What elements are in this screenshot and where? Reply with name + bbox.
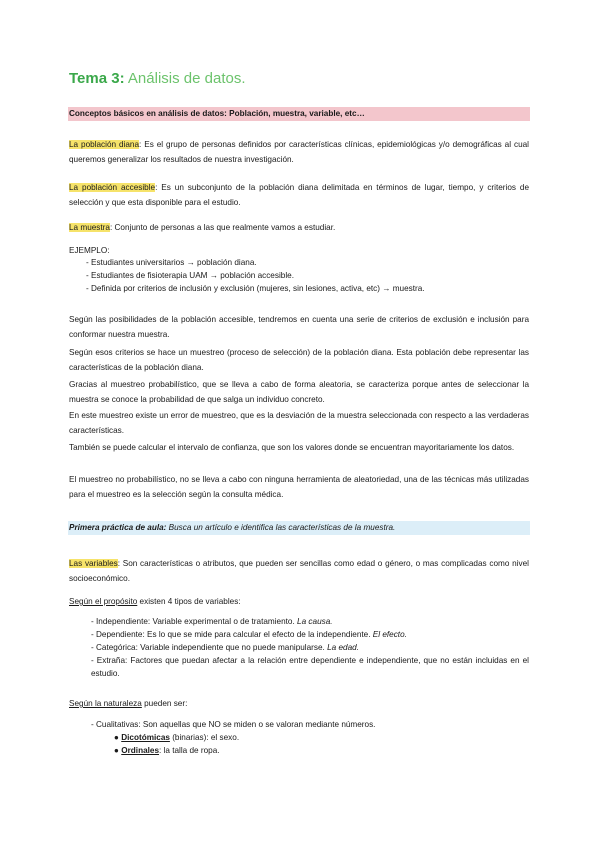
subitem-term: Ordinales bbox=[121, 746, 160, 755]
practice-label: Primera práctica de aula: bbox=[69, 523, 167, 532]
paragraph: Gracias al muestreo probabilístico, que se lleva a cabo de forma aleatoria, se caracteriza porque antes de seleccionar la muestra se conoce la probabilidad de que salga un individuo concreto. bbox=[69, 380, 529, 404]
paragraph: Según las posibilidades de la población accesible, tendremos en cuenta una serie de criterios de exclusión e inclusión para conformar nuestra muestra. bbox=[69, 315, 529, 339]
example-item: - Estudiantes de fisioterapia UAM → población accesible. bbox=[86, 271, 294, 280]
definition-muestra bbox=[69, 221, 529, 236]
heading-underlined: Según el propósito bbox=[69, 597, 138, 606]
definition-poblacion-accesible bbox=[69, 181, 529, 210]
item-text: Cualitativas: Son aquellas que NO se miden o se valoran mediante números. bbox=[96, 720, 376, 729]
list-item: - Categórica: Variable independiente que no puede manipularse. La edad. bbox=[91, 643, 359, 652]
paragraph: También se puede calcular el intervalo de confianza, que son los valores donde se encuentran mayoritariamente los datos. bbox=[69, 443, 515, 452]
title-text: Análisis de datos. bbox=[127, 70, 246, 87]
term-highlight: Las variables bbox=[69, 559, 118, 568]
heading-rest: existen 4 tipos de variables: bbox=[137, 597, 241, 606]
term-highlight: La población diana bbox=[69, 140, 140, 149]
item-italic: La edad. bbox=[327, 643, 359, 652]
bullet-icon: ● bbox=[114, 746, 119, 755]
practice-note bbox=[69, 521, 529, 536]
paragraph: En este muestreo existe un error de muestreo, que es la desviación de la muestra seleccionada con respecto a las verdaderas características. bbox=[69, 411, 529, 435]
title-number: Tema 3: bbox=[69, 70, 125, 87]
definition-text: : Son características o atributos, que pueden ser sencillas como edad o género, o mas complicadas como nivel socioeconómico. bbox=[69, 559, 529, 583]
example-item: - Definida por criterios de inclusión y exclusión (mujeres, sin lesiones, activa, etc) → muestra. bbox=[86, 284, 425, 293]
list-item: - Extraña: Factores que puedan afectar a la relación entre dependiente e independiente, que no están incluidas en el estudio. bbox=[91, 656, 529, 678]
definition-text: : Es un subconjunto de la población diana delimitada en términos de lugar, tiempo, y criterios de selección y que esta disponible para el estudio. bbox=[69, 183, 529, 207]
item-italic: El efecto. bbox=[372, 630, 407, 639]
sub-list-item bbox=[114, 745, 220, 758]
paragraph: Según esos criterios se hace un muestreo (proceso de selección) de la población diana. Esta población debe representar las características de la población diana. bbox=[69, 348, 529, 372]
item-text: Extraña: Factores que puedan afectar a la relación entre dependiente e independiente, que no están incluidas en el estudio. bbox=[91, 656, 529, 678]
item-text: Independiente: Variable experimental o de tratamiento. bbox=[96, 617, 298, 626]
page-title bbox=[69, 70, 246, 87]
list-item: - Cualitativas: Son aquellas que NO se miden o se valoran mediante números. bbox=[91, 720, 376, 729]
example-label: EJEMPLO: bbox=[69, 246, 110, 255]
subitem-term: Dicotómicas bbox=[121, 733, 170, 742]
example-item: - Estudiantes universitarios → población diana. bbox=[86, 258, 257, 267]
definition-variables bbox=[69, 557, 529, 586]
practice-text: Busca un artículo e identifica las características de la muestra. bbox=[166, 523, 396, 532]
naturaleza-heading bbox=[69, 697, 529, 712]
item-text: Categórica: Variable independiente que no puede manipularse. bbox=[96, 643, 328, 652]
definition-poblacion-diana bbox=[69, 138, 529, 167]
term-highlight: La muestra bbox=[69, 223, 110, 232]
subitem-text: : la talla de ropa. bbox=[159, 746, 220, 755]
heading-underlined: Según la naturaleza bbox=[69, 699, 142, 708]
term-highlight: La población accesible bbox=[69, 183, 156, 192]
definition-text: : Conjunto de personas a las que realmente vamos a estudiar. bbox=[109, 223, 336, 232]
bullet-icon: ● bbox=[114, 733, 119, 742]
item-italic: La causa. bbox=[297, 617, 333, 626]
list-item: - Independiente: Variable experimental o de tratamiento. La causa. bbox=[91, 617, 333, 626]
subitem-text: (binarias): el sexo. bbox=[169, 733, 240, 742]
heading-rest: pueden ser: bbox=[141, 699, 188, 708]
paragraph: El muestreo no probabilístico, no se lleva a cabo con ninguna herramienta de aleatoriedad, una de las técnicas más utilizadas para el muestreo es la selección según la consulta médica. bbox=[69, 475, 529, 499]
definition-text: : Es el grupo de personas definidos por características clínicas, epidemiológicas y/o demográficas al cual queremos generalizar los resultados de nuestra investigación. bbox=[69, 140, 529, 164]
proposito-heading bbox=[69, 595, 529, 610]
list-item: - Dependiente: Es lo que se mide para calcular el efecto de la independiente. El efecto. bbox=[91, 630, 407, 639]
section-header: Conceptos básicos en análisis de datos: Población, muestra, variable, etc… bbox=[69, 109, 365, 118]
item-text: Dependiente: Es lo que se mide para calcular el efecto de la independiente. bbox=[96, 630, 373, 639]
sub-list-item bbox=[114, 732, 239, 745]
